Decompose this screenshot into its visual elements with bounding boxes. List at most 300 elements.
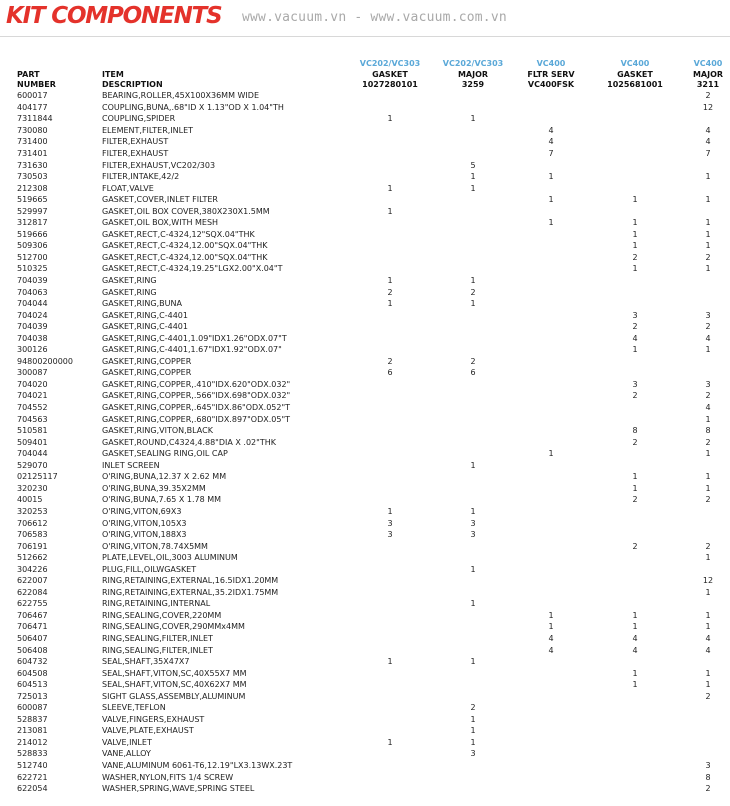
part-number-cell: 704039 [17,276,48,286]
qty-cell: 1 [548,449,554,459]
qty-cell: 4 [632,633,638,643]
table-row [0,587,730,599]
qty-cell [506,529,596,541]
qty-cell [440,621,506,633]
qty-cell: 7 [705,149,711,158]
qty-cell [674,529,730,541]
part-number-cell: 300126 [17,345,48,355]
description-cell: GASKET,RING,VITON,BLACK [102,426,213,436]
description-cell: GASKET,RING,COPPER [102,368,192,378]
qty-cell [596,448,674,460]
group-header-blank [0,56,86,68]
qty-cell [506,587,596,599]
table-row [0,344,730,356]
description-cell: COUPLING,BUNA,.68"ID X 1.13"OD X 1.04"TH [102,102,284,112]
qty-cell: 1 [470,299,476,309]
part-number-cell: 731401 [17,149,48,158]
qty-cell [440,344,506,356]
qty-cell [506,783,596,795]
table-row [0,171,730,183]
qty-cell [440,690,506,702]
qty-cell [440,436,506,448]
qty-cell [506,159,596,171]
table-row [0,229,730,241]
description-cell: GASKET,RING,BUNA [102,299,182,309]
qty-cell: 1 [705,587,711,597]
qty-cell: 6 [470,368,476,378]
qty-cell [340,771,440,783]
table-row [0,471,730,483]
table-row [0,194,730,206]
column-header-kit: MAJOR 3211 [692,70,724,89]
qty-cell: 4 [632,333,638,343]
part-number-cell: 604508 [17,668,48,678]
part-number-cell: 404177 [17,102,48,112]
qty-cell [440,644,506,656]
table-row [0,737,730,749]
qty-cell [440,471,506,483]
qty-cell [440,90,506,102]
table-row [0,575,730,587]
qty-cell [340,321,440,333]
description-cell: O'RING,VITON,78.74X5MM [102,541,208,551]
table-row [0,425,730,437]
qty-cell [340,448,440,460]
part-number-cell: 600017 [17,91,48,101]
description-cell: GASKET,RING,COPPER,.410"IDX.620"ODX.032" [102,379,291,389]
model-group-header: VC400 [536,59,566,68]
table-row [0,102,730,114]
table-row [0,760,730,772]
table-row [0,356,730,368]
qty-cell [596,575,674,587]
qty-cell: 4 [548,137,554,147]
qty-cell: 2 [632,541,638,551]
qty-cell [340,679,440,691]
qty-cell [674,598,730,610]
table-row [0,390,730,402]
qty-cell: 1 [548,218,554,228]
column-header-row [0,68,730,90]
qty-cell [440,413,506,425]
qty-cell: 1 [705,229,711,239]
qty-cell [596,460,674,472]
qty-cell [674,356,730,368]
table-row [0,633,730,645]
description-cell: O'RING,VITON,188X3 [102,530,187,540]
qty-cell: 8 [705,426,711,436]
qty-cell: 2 [705,691,711,701]
qty-cell: 1 [632,264,638,274]
part-number-cell: 300087 [17,368,48,378]
qty-cell: 3 [470,749,476,759]
qty-cell [674,298,730,310]
qty-cell [440,448,506,460]
part-number-cell: 704038 [17,333,48,343]
qty-cell [340,667,440,679]
qty-cell: 2 [705,437,711,447]
qty-cell [506,90,596,102]
qty-cell [674,737,730,749]
qty-cell [440,321,506,333]
table-row [0,90,730,102]
description-cell: WASHER,NYLON,FITS 1/4 SCREW [102,772,234,782]
qty-cell [506,263,596,275]
part-number-cell: 704044 [17,299,48,309]
part-number-cell: 528833 [17,749,48,759]
qty-cell [596,506,674,518]
table-row [0,552,730,564]
part-number-cell: 706583 [17,530,48,540]
table-row [0,540,730,552]
qty-cell: 1 [705,218,711,228]
qty-cell [440,771,506,783]
part-number-cell: 704552 [17,403,48,413]
qty-cell [506,321,596,333]
qty-cell: 1 [470,460,476,470]
qty-cell: 1 [470,714,476,724]
qty-cell: 1 [705,483,711,493]
table-row [0,252,730,264]
kit-components-table [0,56,730,794]
qty-cell [506,332,596,344]
qty-cell: 2 [632,391,638,401]
part-number-cell: 622054 [17,784,48,794]
qty-cell: 1 [705,414,711,424]
description-cell: RING,RETAINING,INTERNAL [102,599,211,609]
qty-cell: 2 [705,495,711,505]
qty-cell [440,379,506,391]
part-number-cell: 512740 [17,760,48,770]
qty-cell: 2 [705,391,711,401]
table-row [0,263,730,275]
qty-cell: 3 [470,518,476,528]
table-row [0,460,730,472]
qty-cell [340,610,440,622]
qty-cell [340,714,440,726]
qty-cell [506,344,596,356]
qty-cell: 2 [705,91,711,101]
part-number-cell: 600087 [17,703,48,713]
qty-cell [340,309,440,321]
description-cell: SEAL,SHAFT,VITON,SC,40X55X7 MM [102,668,247,678]
table-row [0,159,730,171]
qty-cell: 1 [632,483,638,493]
qty-cell: 1 [470,657,476,667]
qty-cell [340,460,440,472]
description-cell: FILTER,EXHAUST,VC202/303 [102,160,216,170]
qty-cell: 2 [632,495,638,505]
qty-cell: 2 [470,703,476,713]
description-cell: GASKET,RING,C-4401 [102,310,188,320]
qty-cell [506,240,596,252]
qty-cell: 4 [705,403,711,413]
qty-cell [440,263,506,275]
qty-cell: 1 [632,229,638,239]
qty-cell [506,275,596,287]
qty-cell: 1 [632,668,638,678]
qty-cell [506,748,596,760]
qty-cell [506,286,596,298]
qty-cell [596,402,674,414]
header-divider [0,36,730,37]
qty-cell [506,402,596,414]
qty-cell: 4 [705,333,711,343]
qty-cell: 2 [705,252,711,262]
qty-cell [340,587,440,599]
qty-cell: 1 [470,114,476,124]
qty-cell [440,102,506,114]
qty-cell: 2 [632,437,638,447]
qty-cell [596,587,674,599]
qty-cell [506,367,596,379]
description-cell: GASKET,RING,COPPER,.680"IDX.897"ODX.05"T [102,414,291,424]
qty-cell: 1 [387,114,393,124]
qty-cell [340,171,440,183]
qty-cell: 4 [632,645,638,655]
qty-cell [506,298,596,310]
qty-cell [674,517,730,529]
qty-cell: 1 [470,564,476,574]
qty-cell [674,725,730,737]
description-cell: GASKET,SEALING RING,OIL CAP [102,449,228,459]
qty-cell [506,506,596,518]
qty-cell [596,367,674,379]
part-number-cell: 706191 [17,541,48,551]
qty-cell [596,136,674,148]
description-cell: GASKET,RING,C-4401 [102,322,188,332]
part-number-cell: 622721 [17,772,48,782]
table-row [0,332,730,344]
qty-cell: 4 [548,645,554,655]
qty-cell [674,563,730,575]
qty-cell [340,125,440,137]
model-group-header-row [0,56,730,68]
qty-cell [506,205,596,217]
qty-cell [596,125,674,137]
qty-cell [506,760,596,772]
model-group-header: VC202/VC303 [442,59,504,68]
qty-cell: 1 [387,737,393,747]
qty-cell: 1 [632,610,638,620]
qty-cell [674,714,730,726]
qty-cell [340,552,440,564]
description-cell: BEARING,ROLLER,45X100X36MM WIDE [102,91,260,101]
qty-cell: 1 [387,506,393,516]
description-cell: PLUG,FILL,OILWGASKET [102,564,197,574]
part-number-cell: 519666 [17,229,48,239]
qty-cell: 1 [632,241,638,251]
qty-cell: 1 [470,506,476,516]
column-header-kit: FLTR SERV VC400FSK [527,70,575,89]
table-row [0,783,730,795]
table-row [0,367,730,379]
qty-cell [506,113,596,125]
qty-cell [596,760,674,772]
qty-cell [506,690,596,702]
qty-cell: 1 [632,195,638,205]
table-row [0,136,730,148]
qty-cell [506,483,596,495]
qty-cell: 1 [548,622,554,632]
qty-cell: 3 [705,379,711,389]
description-cell: VALVE,INLET [102,737,152,747]
qty-cell [596,356,674,368]
qty-cell [506,460,596,472]
qty-cell [506,102,596,114]
qty-cell [674,506,730,518]
description-cell: FILTER,INTAKE,42/2 [102,172,180,182]
qty-cell [506,702,596,714]
table-row [0,517,730,529]
table-row [0,321,730,333]
qty-cell: 12 [702,102,714,112]
description-cell: O'RING,VITON,105X3 [102,518,187,528]
qty-cell: 3 [705,310,711,320]
qty-cell: 1 [705,472,711,482]
qty-cell [596,725,674,737]
part-number-cell: 725013 [17,691,48,701]
qty-cell [340,483,440,495]
qty-cell [596,90,674,102]
qty-cell [506,575,596,587]
qty-cell [506,540,596,552]
group-header-blank [86,56,340,68]
description-cell: GASKET,RING,COPPER [102,356,192,366]
qty-cell: 4 [705,137,711,147]
table-row [0,309,730,321]
description-cell: VANE,ALLOY [102,749,151,759]
table-row [0,298,730,310]
qty-cell [674,748,730,760]
column-header-part-number: PART NUMBER [17,70,56,89]
qty-cell [674,460,730,472]
qty-cell [674,275,730,287]
qty-cell: 1 [705,345,711,355]
qty-cell: 4 [548,633,554,643]
qty-cell: 1 [632,472,638,482]
description-cell: RING,RETAINING,EXTERNAL,35.2IDX1.75MM [102,587,279,597]
table-row [0,563,730,575]
column-header-kit: GASKET 1025681001 [607,70,663,89]
qty-cell [340,194,440,206]
qty-cell: 1 [705,195,711,205]
qty-cell [674,702,730,714]
qty-cell: 4 [705,633,711,643]
qty-cell: 1 [632,622,638,632]
part-number-cell: 7311844 [17,114,53,124]
part-number-cell: 704063 [17,287,48,297]
table-row [0,506,730,518]
qty-cell [596,748,674,760]
part-number-cell: 704044 [17,449,48,459]
table-row [0,448,730,460]
table-row [0,436,730,448]
qty-cell: 1 [387,299,393,309]
qty-cell: 1 [705,172,711,182]
qty-cell [596,690,674,702]
qty-cell [674,113,730,125]
qty-cell: 1 [548,195,554,205]
description-cell: VALVE,PLATE,EXHAUST [102,726,194,736]
table-row [0,748,730,760]
qty-cell [506,598,596,610]
description-cell: GASKET,RING,COPPER,.566"IDX.698"ODX.032" [102,391,291,401]
part-number-cell: 529070 [17,460,48,470]
qty-cell [340,413,440,425]
description-cell: PLATE,LEVEL,OIL,3003 ALUMINUM [102,553,238,563]
column-header-kit: GASKET 1027280101 [362,70,418,89]
qty-cell: 1 [470,183,476,193]
description-cell: O'RING,BUNA,7.65 X 1.78 MM [102,495,222,505]
part-number-cell: 704021 [17,391,48,401]
qty-cell: 1 [705,449,711,459]
description-cell: INLET SCREEN [102,460,160,470]
part-number-cell: 730503 [17,172,48,182]
qty-cell [340,748,440,760]
qty-cell: 4 [548,125,554,135]
description-cell: RING,SEALING,FILTER,INLET [102,633,213,643]
qty-cell [440,667,506,679]
part-number-cell: 704039 [17,322,48,332]
qty-cell [440,402,506,414]
qty-cell [506,309,596,321]
qty-cell [506,471,596,483]
qty-cell [440,136,506,148]
qty-cell [506,413,596,425]
model-group-header: VC400 [620,59,650,68]
part-number-cell: 506408 [17,645,48,655]
qty-cell: 2 [470,287,476,297]
description-cell: WASHER,SPRING,WAVE,SPRING STEEL [102,784,255,794]
qty-cell [340,136,440,148]
qty-cell: 1 [705,610,711,620]
part-number-cell: 506407 [17,633,48,643]
qty-cell [506,252,596,264]
description-cell: SEAL,SHAFT,VITON,SC,40X62X7 MM [102,680,247,690]
qty-cell [440,332,506,344]
part-number-cell: 512700 [17,252,48,262]
column-header-kit: MAJOR 3259 [457,70,489,89]
description-cell: GASKET,RING,C-4401,1.09"IDX1.26"ODX.07"T [102,333,287,343]
qty-cell: 2 [470,356,476,366]
qty-cell [506,737,596,749]
qty-cell: 2 [705,784,711,794]
qty-cell [596,171,674,183]
qty-cell [340,494,440,506]
qty-cell [440,148,506,160]
qty-cell [596,413,674,425]
qty-cell [440,194,506,206]
qty-cell [440,425,506,437]
part-number-cell: 529997 [17,206,48,216]
table-row [0,113,730,125]
website-text: www.vacuum.vn - www.vacuum.com.vn [242,10,507,25]
description-cell: ELEMENT,FILTER,INLET [102,125,194,135]
description-cell: COUPLING,SPIDER [102,114,176,124]
qty-cell [440,125,506,137]
table-row [0,621,730,633]
table-row [0,679,730,691]
table-row [0,286,730,298]
qty-cell: 4 [705,645,711,655]
qty-cell: 1 [387,206,393,216]
qty-cell: 1 [470,276,476,286]
part-number-cell: 214012 [17,737,48,747]
qty-cell [340,575,440,587]
qty-cell [340,229,440,241]
qty-cell [506,436,596,448]
